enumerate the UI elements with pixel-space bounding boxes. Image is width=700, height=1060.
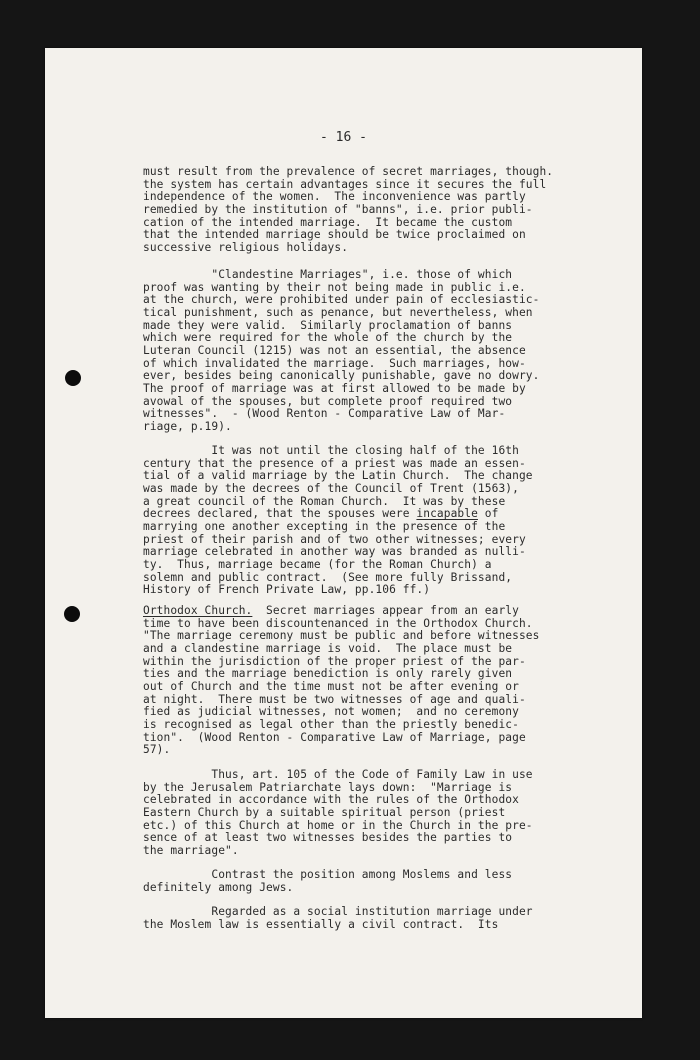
text-line: the marriage". <box>143 843 239 857</box>
paragraph-1 <box>143 166 553 255</box>
text-line: Regarded as a social institution marriage under <box>143 905 533 918</box>
text-line: solemn and public contract. (See more fully Brissand, <box>143 570 513 584</box>
paper-sheet <box>45 48 642 1018</box>
text-line: of which invalidated the marriage. Such marriages, how- <box>143 356 526 370</box>
text-line: 57). <box>143 743 171 757</box>
text-line: fied as judicial witnesses, not women; and no ceremony <box>143 705 519 719</box>
text-line: is recognised as legal other than the priestly benedic- <box>143 717 519 731</box>
text-line: the system has certain advantages since it secures the full <box>143 177 547 191</box>
text-line: which were required for the whole of the church by the <box>143 331 513 345</box>
text-line: proof was wanting by their not being made in public i.e. <box>143 280 526 294</box>
text-line: independence of the women. The inconvenience was partly <box>143 190 526 204</box>
text-line: a great council of the Roman Church. It was by these <box>143 494 506 508</box>
text-segment: decrees declared, that the spouses were <box>143 507 417 521</box>
text-line: was made by the decrees of the Council of Trent (1563), <box>143 481 519 495</box>
text-line: Contrast the position among Moslems and less <box>143 868 513 881</box>
underlined-word: incapable <box>416 507 478 521</box>
text-line: marriage celebrated in another way was branded as nulli- <box>143 545 526 559</box>
text-line: century that the presence of a priest was made an essen- <box>143 456 526 470</box>
paragraph-4 <box>143 605 539 757</box>
text-segment: Secret marriages appear from an early <box>252 604 519 617</box>
text-line: tial of a valid marriage by the Latin Church. The change <box>143 469 533 483</box>
text-line: Eastern Church by a suitable spiritual person (priest <box>143 805 506 819</box>
text-line: tion". (Wood Renton - Comparative Law of Marriage, page <box>143 730 526 744</box>
text-line: successive religious holidays. <box>143 240 349 254</box>
text-line: The proof of marriage was at first allowed to be made by <box>143 381 526 395</box>
punch-hole <box>65 370 81 386</box>
text-line: etc.) of this Church at home or in the Church in the pre- <box>143 818 533 832</box>
text-line: remedied by the institution of "banns", i.e. prior publi- <box>143 202 533 216</box>
text-line: the Moslem law is essentially a civil contract. Its <box>143 917 499 931</box>
text-line: definitely among Jews. <box>143 880 294 894</box>
text-line: marrying one another excepting in the presence of the <box>143 519 506 533</box>
punch-hole <box>64 606 80 622</box>
text-line: made they were valid. Similarly proclamation of banns <box>143 318 513 332</box>
text-line: sence of at least two witnesses besides the parties to <box>143 831 513 845</box>
text-line: "Clandestine Marriages", i.e. those of which <box>143 268 513 281</box>
text-line: priest of their parish and of two other witnesses; every <box>143 532 526 546</box>
text-line: at night. There must be two witnesses of age and quali- <box>143 692 526 706</box>
text-line: time to have been discountenanced in the Orthodox Church. <box>143 616 533 630</box>
text-line: by the Jerusalem Patriarchate lays down: "Marriage is <box>143 780 513 794</box>
text-line: celebrated in accordance with the rules of the Orthodox <box>143 793 519 807</box>
text-segment: of <box>477 507 499 521</box>
text-line: riage, p.19). <box>143 419 232 433</box>
text-line: Luteran Council (1215) was not an essential, the absence <box>143 343 526 357</box>
paragraph-6 <box>143 869 512 894</box>
text-line-with-heading <box>143 605 539 618</box>
text-line: cation of the intended marriage. It became the custom <box>143 215 513 229</box>
text-line: witnesses". - (Wood Renton - Comparative Law of Mar- <box>143 407 506 421</box>
text-line: within the jurisdiction of the proper priest of the par- <box>143 654 526 668</box>
paragraph-2 <box>143 269 539 434</box>
paragraph-5 <box>143 769 533 858</box>
text-line: "The marriage ceremony must be public and before witnesses <box>143 629 540 643</box>
text-line: and a clandestine marriage is void. The place must be <box>143 641 513 655</box>
text-line: avowal of the spouses, but complete proof required two <box>143 394 513 408</box>
text-line: Thus, art. 105 of the Code of Family Law in use <box>143 768 533 781</box>
section-heading: Orthodox Church. <box>143 604 253 617</box>
text-line: out of Church and the time must not be after evening or <box>143 679 519 693</box>
text-line: tical punishment, such as penance, but nevertheless, when <box>143 305 533 319</box>
paragraph-3 <box>143 445 533 597</box>
paragraph-7 <box>143 906 533 931</box>
text-line: History of French Private Law, pp.106 ff.) <box>143 583 431 597</box>
text-line: ties and the marriage benediction is only rarely given <box>143 667 513 681</box>
text-line: must result from the prevalence of secret marriages, though. <box>143 165 554 178</box>
text-line: ty. Thus, marriage became (for the Roman Church) a <box>143 557 492 571</box>
text-line: that the intended marriage should be twice proclaimed on <box>143 228 526 242</box>
text-line: It was not until the closing half of the 16th <box>143 444 519 457</box>
page-number: - 16 - <box>320 130 367 145</box>
text-line: at the church, were prohibited under pain of ecclesiastic- <box>143 293 540 307</box>
text-line: ever, besides being canonically punishable, gave no dowry. <box>143 369 540 383</box>
